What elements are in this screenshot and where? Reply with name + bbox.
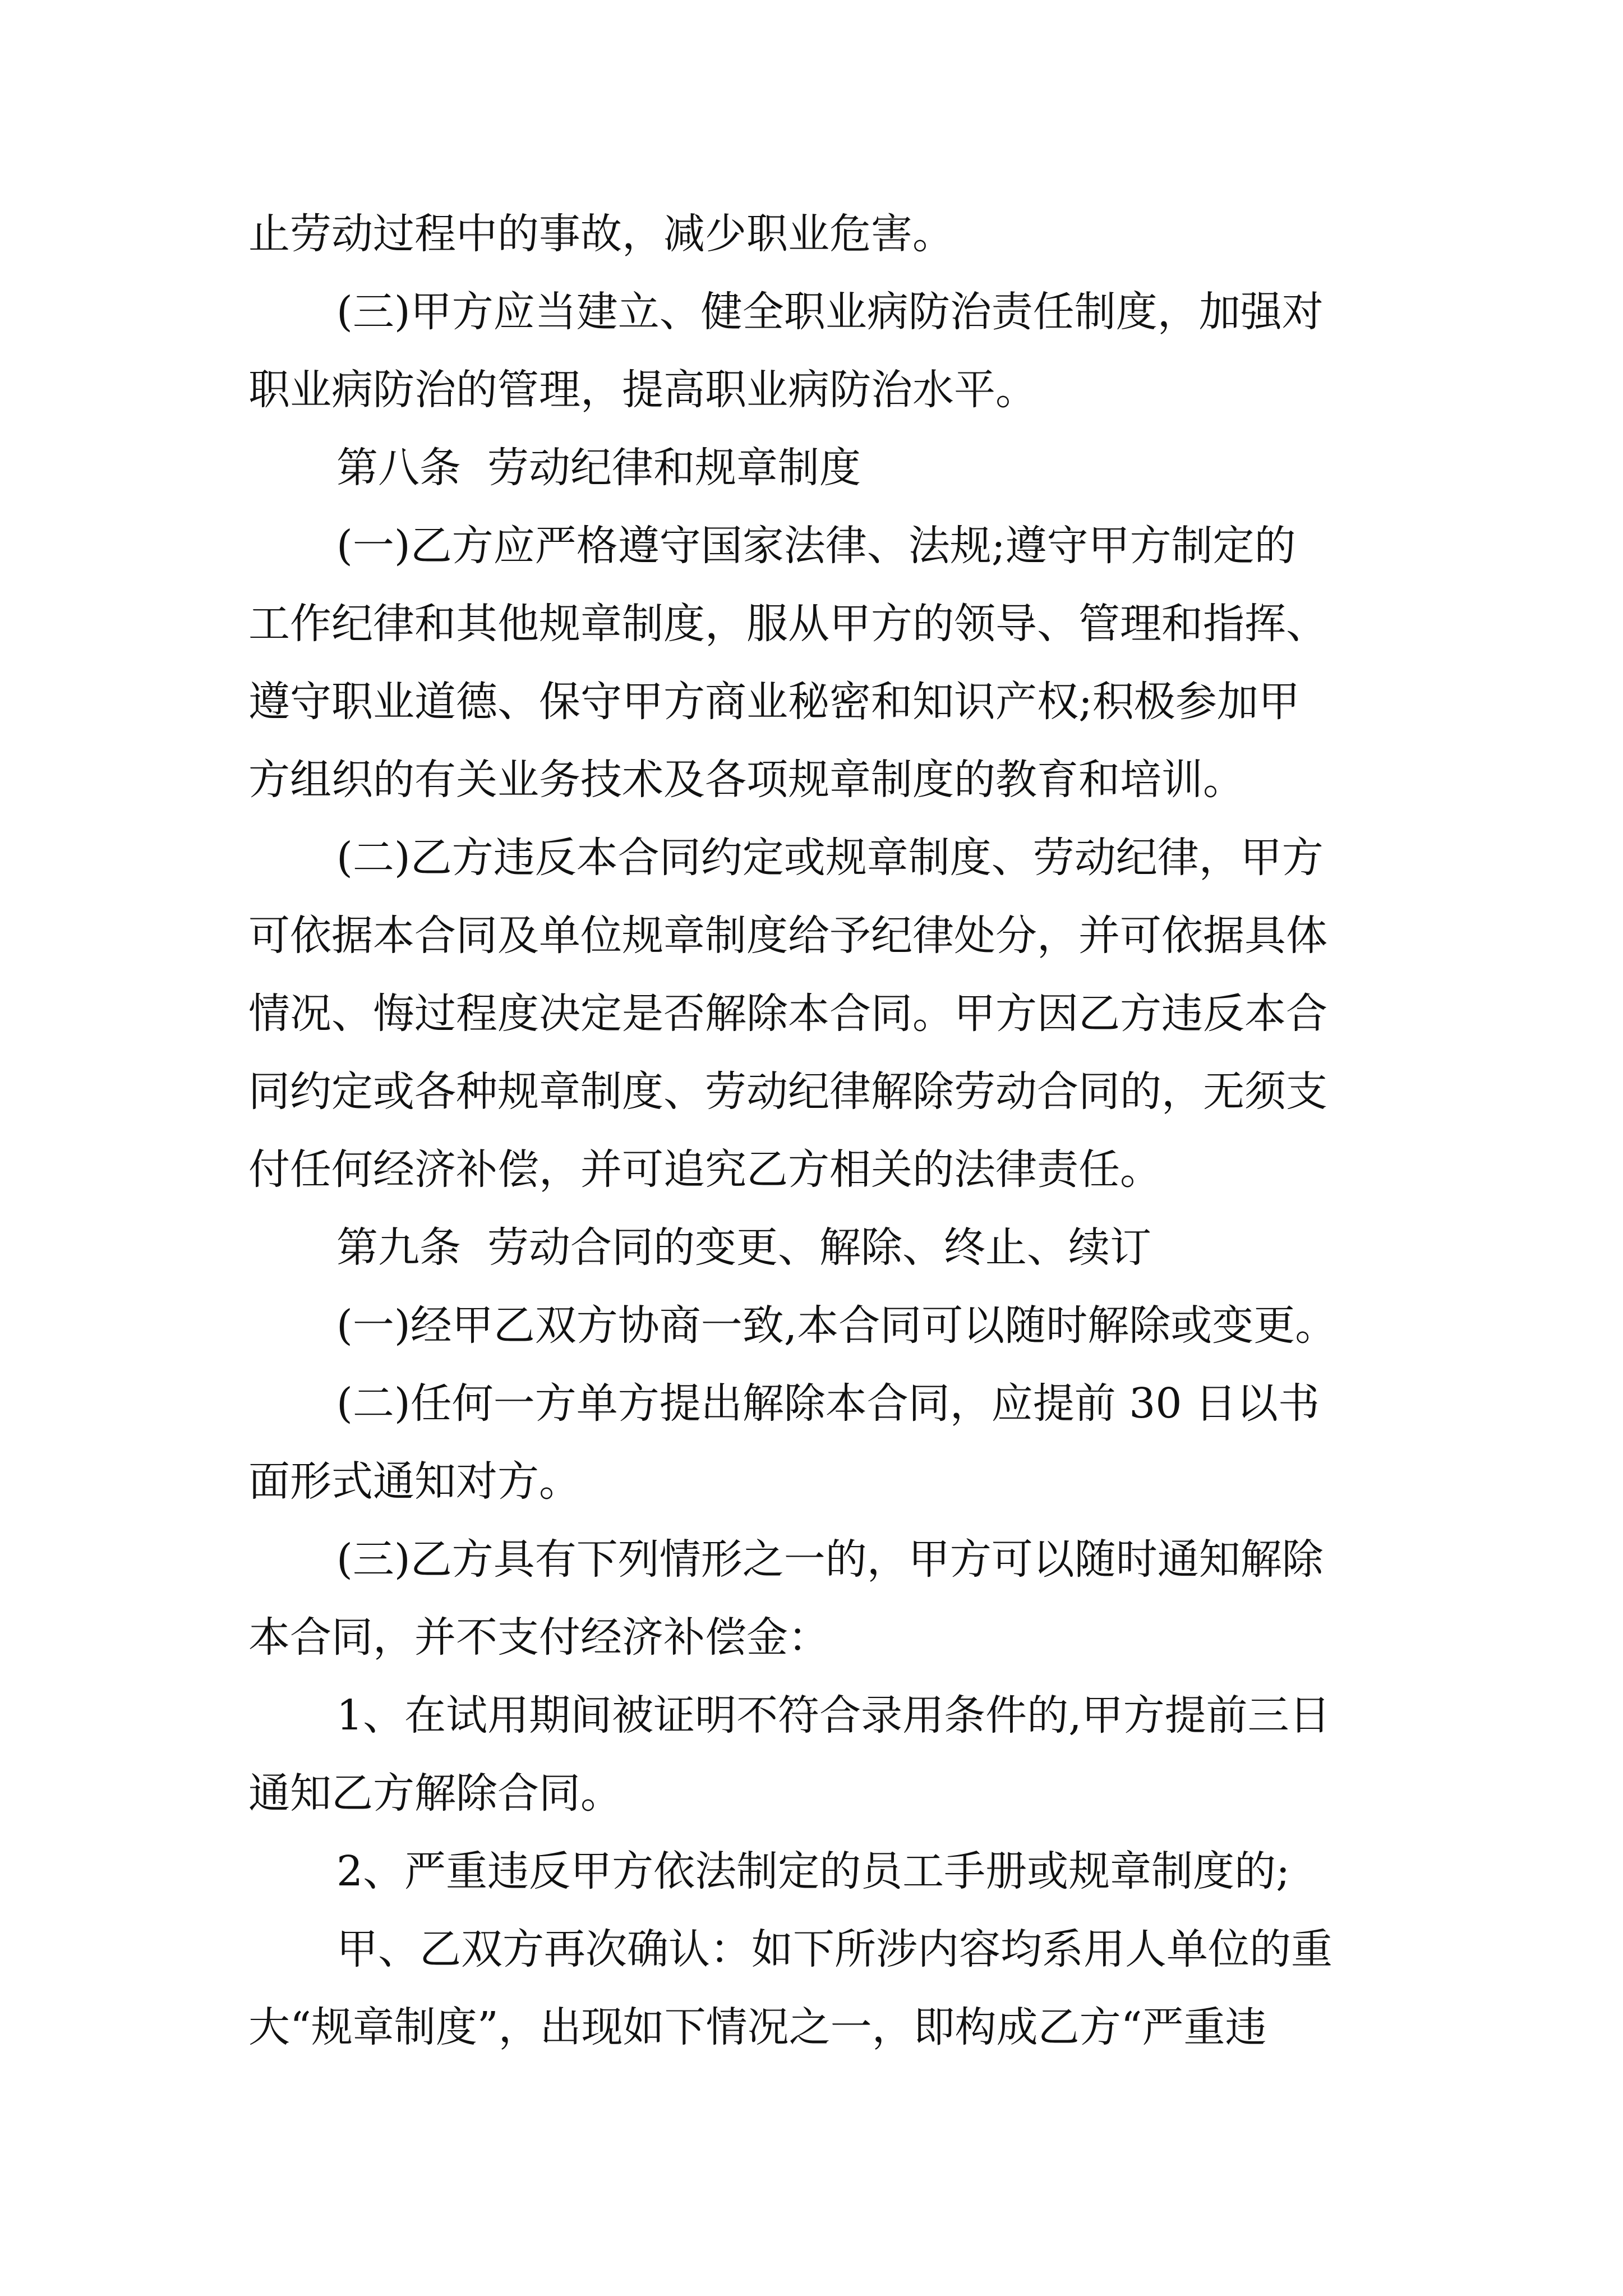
text-line: (一)经甲乙双方协商一致,本合同可以随时解除或变更。 [336,1301,1337,1350]
text-line: 同约定或各种规章制度、劳动纪律解除劳动合同的，无须支 [248,1068,1327,1116]
text-line: 2、严重违反甲方依法制定的员工手册或规章制度的; [336,1847,1290,1895]
text-line: 面形式通知对方。 [248,1457,580,1506]
text-line: 职业病防治的管理，提高职业病防治水平。 [248,366,1037,414]
text-line: 本合同，并不支付经济补偿金： [248,1613,829,1662]
text-line: (一)乙方应严格遵守国家法律、法规;遵守甲方制定的 [336,522,1296,570]
text-line: 止劳动过程中的事故，减少职业危害。 [248,210,954,258]
text-line: 通知乙方解除合同。 [248,1769,622,1818]
article-heading: 第九条 劳动合同的变更、解除、终止、续订 [336,1223,1152,1272]
text-line: 甲、乙双方再次确认：如下所涉内容均系用人单位的重 [336,1925,1332,1973]
text-line: 1、在试用期间被证明不符合录用条件的,甲方提前三日 [336,1691,1331,1740]
text-line: 遵守职业道德、保守甲方商业秘密和知识产权;积极参加甲 [248,678,1300,726]
text-line: (二)乙方违反本合同约定或规章制度、劳动纪律，甲方 [336,834,1324,882]
text-line: (三)乙方具有下列情形之一的，甲方可以随时通知解除 [336,1535,1324,1584]
text-line: 大“规章制度”，出现如下情况之一，即构成乙方“严重违 [248,2003,1267,2051]
text-line: 可依据本合同及单位规章制度给予纪律处分，并可依据具体 [248,912,1327,960]
text-line: (二)任何一方单方提出解除本合同，应提前 30 日以书 [336,1379,1320,1428]
text-line: 方组织的有关业务技术及各项规章制度的教育和培训。 [248,756,1244,804]
text-line: 情况、悔过程度决定是否解除本合同。甲方因乙方违反本合 [248,990,1327,1038]
text-line: 工作纪律和其他规章制度，服从甲方的领导、管理和指挥、 [248,600,1327,648]
text-line: (三)甲方应当建立、健全职业病防治责任制度，加强对 [336,288,1324,336]
text-line: 付任何经济补偿，并可追究乙方相关的法律责任。 [248,1145,1161,1194]
article-heading: 第八条 劳动纪律和规章制度 [336,444,861,492]
